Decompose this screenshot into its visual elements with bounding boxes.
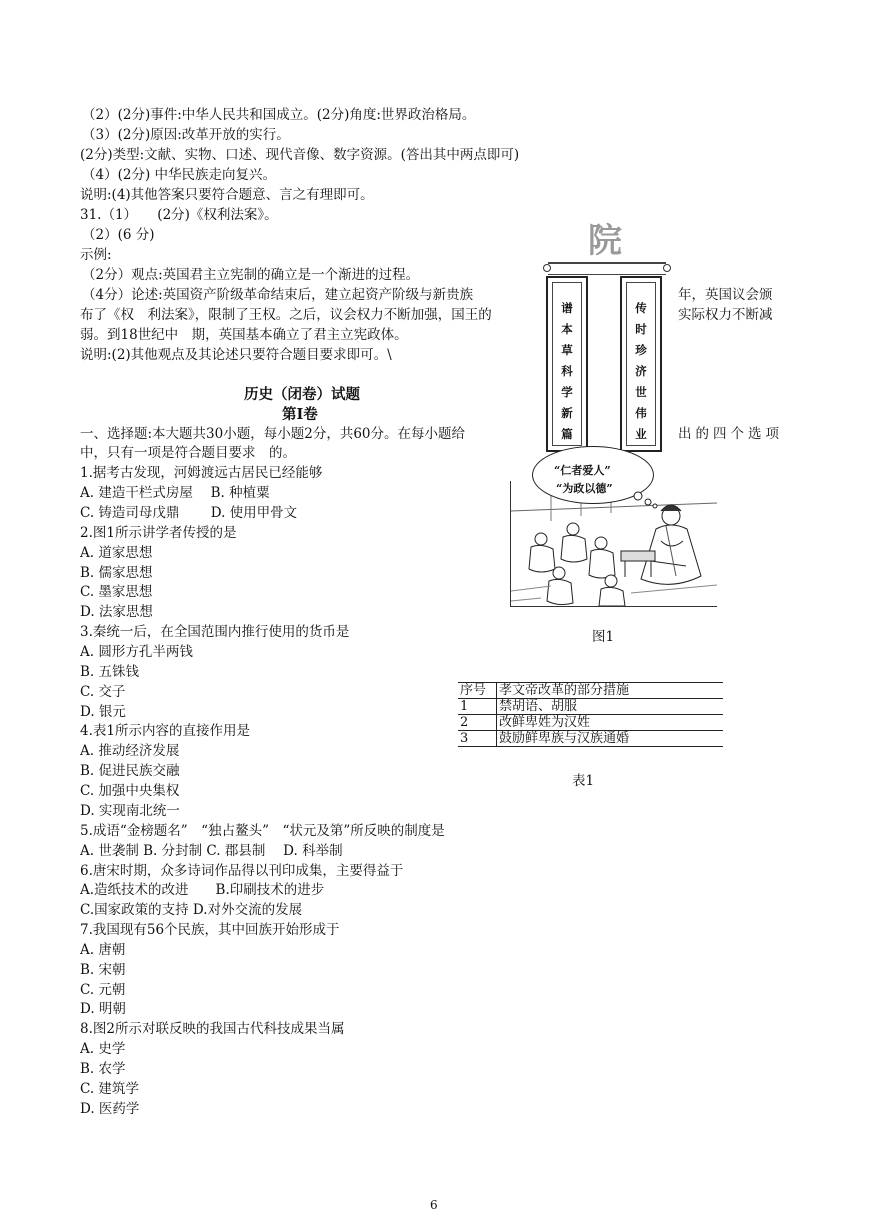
question-stem: 7.我国现有56个民族，其中回族开始形成于 — [80, 922, 340, 938]
question-option: A. 建造干栏式房屋 B. 种植粟 — [80, 485, 270, 501]
question-option: C.国家政策的支持 D.对外交流的发展 — [80, 902, 303, 918]
answer-note: 说明:(2)其他观点及其论述只要符合题目要求即可。\ — [80, 347, 392, 363]
question-option: D. 医药学 — [80, 1101, 140, 1117]
question-option: B. 五铢钱 — [80, 664, 140, 680]
section-intro: 出的四个选项 — [678, 426, 783, 442]
part-title: 第Ⅰ卷 — [282, 406, 318, 423]
couplet-char: 珍 — [635, 343, 647, 357]
table-header-row — [458, 683, 723, 699]
table-row — [458, 731, 723, 747]
scroll-cap — [543, 264, 551, 272]
couplet-char: 学 — [561, 385, 573, 399]
answer-line: 布了《权 利法案》，限制了王权。之后，议会权力不断加强，国王的 — [80, 307, 492, 323]
couplet-char: 业 — [635, 427, 647, 441]
couplet-char: 谱 — [561, 301, 573, 315]
question-option: C. 铸造司母戊鼎 D. 使用甲骨文 — [80, 505, 298, 521]
answer-line: 31.（1） (2分)《权利法案》。 — [80, 207, 278, 223]
question-option: B. 促进民族交融 — [80, 763, 180, 779]
question-option: C. 加强中央集权 — [80, 783, 180, 799]
couplet-char: 伟 — [635, 406, 647, 420]
couplet-char: 本 — [561, 322, 573, 336]
scroll-cap — [663, 264, 671, 272]
bubble-text: “为政以德” — [556, 482, 613, 495]
table-header-cell: 孝文帝改革的部分措施 — [497, 683, 724, 699]
question-option: D. 法家思想 — [80, 604, 153, 620]
table-row — [458, 699, 723, 715]
table1 — [458, 682, 723, 747]
answer-line: (2分)类型:文献、实物、口述、现代音像、数字资源。(答出其中两点即可) — [80, 147, 520, 163]
exam-title: 历史（闭卷）试题 — [244, 386, 360, 403]
answer-note: 说明:(4)其他答案只要符合题意、言之有理即可。 — [80, 187, 374, 203]
question-option: A. 唐朝 — [80, 942, 126, 958]
section-intro: 中，只有一项是符合题目要求 的。 — [80, 445, 296, 461]
question-option: B. 农学 — [80, 1061, 126, 1077]
question-option: C. 墨家思想 — [80, 584, 153, 600]
table-cell: 鼓励鲜卑族与汉族通婚 — [497, 731, 724, 747]
section-intro: 一、选择题:本大题共30小题，每小题2分，共60分。在每小题给 — [80, 426, 465, 442]
table-cell: 改鲜卑姓为汉姓 — [497, 715, 724, 731]
answer-line: 弱。到18世纪中 期，英国基本确立了君主立宪政体。 — [80, 327, 408, 343]
couplet-char: 传 — [635, 301, 647, 315]
answer-line: 年，英国议会颁 — [678, 287, 773, 303]
answer-line: （2）(6 分) — [82, 227, 155, 243]
table-cell: 3 — [458, 731, 497, 747]
question-option: C. 元朝 — [80, 982, 126, 998]
question-stem: 2.图1所示讲学者传授的是 — [80, 525, 237, 541]
bubble-tail-icon — [630, 490, 660, 510]
question-option: A.造纸技术的改进 B.印刷技术的进步 — [80, 882, 325, 898]
question-option: A. 圆形方孔半两钱 — [80, 644, 193, 660]
question-option: D. 实现南北统一 — [80, 803, 180, 819]
table-cell: 2 — [458, 715, 497, 731]
question-stem: 5.成语“金榜题名” “独占鳌头” “状元及第”所反映的制度是 — [80, 823, 445, 839]
question-stem: 6.唐宋时期，众多诗词作品得以刊印成集，主要得益于 — [80, 863, 404, 879]
answer-line: （3）(2分)原因:改革开放的实行。 — [82, 127, 290, 143]
answer-line: 实际权力不断减 — [678, 307, 773, 323]
question-option: C. 建筑学 — [80, 1081, 139, 1097]
answer-line: 示例: — [80, 247, 112, 263]
table-row — [458, 715, 723, 731]
question-option: A. 世袭制 B. 分封制 C. 郡县制 D. 科举制 — [80, 843, 343, 859]
page-number: 6 — [430, 1198, 438, 1212]
couplet-char: 篇 — [561, 427, 573, 441]
couplet-char: 科 — [561, 364, 573, 378]
table-cell: 1 — [458, 699, 497, 715]
answer-line: （2）(2分)事件:中华人民共和国成立。(2分)角度:世界政治格局。 — [82, 107, 476, 123]
question-option: A. 道家思想 — [80, 545, 153, 561]
answer-line: （4）(2分) 中华民族走向复兴。 — [82, 167, 277, 183]
seal-stamp: 院 — [588, 221, 622, 261]
couplet-char: 新 — [561, 406, 573, 420]
question-stem: 1.据考古发现，河姆渡远古居民已经能够 — [80, 465, 323, 481]
scroll-rod — [548, 262, 666, 275]
table1-caption: 表1 — [572, 773, 595, 789]
question-option: B. 儒家思想 — [80, 565, 153, 581]
answer-line: （4分）论述:英国资产阶级革命结束后，建立起资产阶级与新贵族 — [82, 287, 474, 303]
couplet-char: 草 — [561, 343, 573, 357]
question-option: C. 交子 — [80, 684, 126, 700]
couplet-char: 济 — [635, 364, 647, 378]
question-option: A. 推动经济发展 — [80, 743, 180, 759]
table-header-cell: 序号 — [458, 683, 497, 699]
question-option: A. 史学 — [80, 1041, 126, 1057]
answer-line: （2分）观点:英国君主立宪制的确立是一个渐进的过程。 — [82, 267, 420, 283]
question-stem: 8.图2所示对联反映的我国古代科技成果当属 — [80, 1021, 345, 1037]
question-option: D. 明朝 — [80, 1001, 126, 1017]
couplet-char: 世 — [635, 385, 647, 399]
bubble-text: “仁者爱人” — [554, 464, 611, 477]
figure1-caption: 图1 — [592, 629, 615, 645]
question-stem: 3.秦统一后，在全国范围内推行使用的货币是 — [80, 624, 350, 640]
question-option: D. 银元 — [80, 704, 126, 720]
couplet-right — [620, 276, 662, 452]
couplet-left — [546, 276, 588, 452]
couplet-char: 时 — [635, 322, 647, 336]
question-stem: 4.表1所示内容的直接作用是 — [80, 723, 250, 739]
table-cell: 禁胡语、胡服 — [497, 699, 724, 715]
question-option: B. 宋朝 — [80, 962, 126, 978]
